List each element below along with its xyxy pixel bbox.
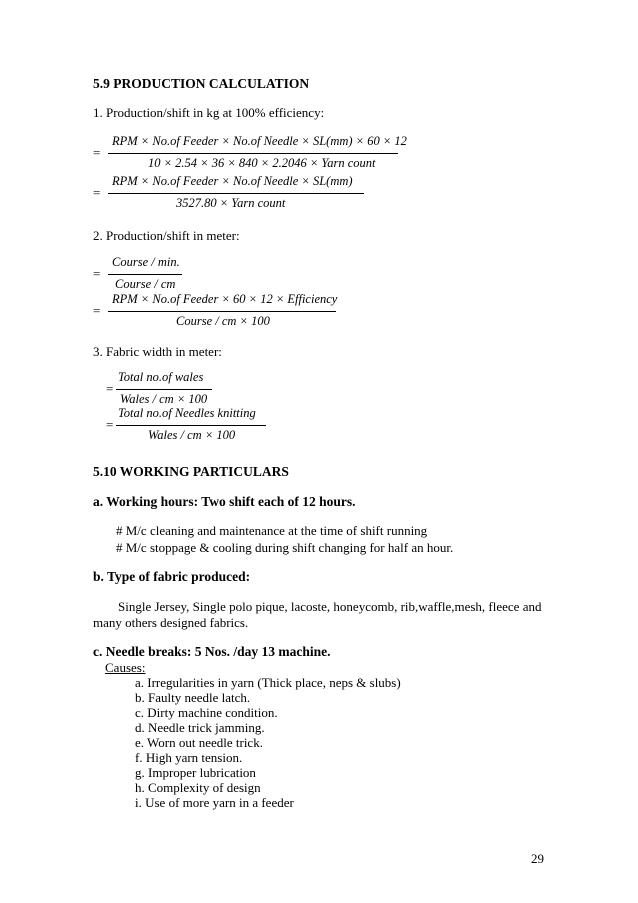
cause-item: c. Dirty machine condition. [135,705,278,720]
equals-sign: = [93,303,101,318]
cause-item: h. Complexity of design [135,780,261,795]
item1-eq1-denominator: 10 × 2.54 × 36 × 840 × 2.2046 × Yarn count [148,156,376,170]
equals-sign: = [93,145,101,160]
equals-sign: = [93,185,101,200]
item2-eq1-denominator: Course / cm [115,277,176,291]
equals-sign: = [106,381,114,396]
section-title-working: 5.10 WORKING PARTICULARS [93,464,289,479]
item2-eq2-denominator: Course / cm × 100 [176,314,270,328]
item1-eq2-numerator: RPM × No.of Feeder × No.of Needle × SL(mm) [112,174,353,188]
fraction-bar [116,425,266,426]
cause-item: g. Improper lubrication [135,765,256,780]
item1-eq2-denominator: 3527.80 × Yarn count [176,196,286,210]
working-hours-note: # M/c stoppage & cooling during shift changing for half an hour. [116,540,454,555]
fraction-bar [108,153,398,154]
working-hours-heading: a. Working hours: Two shift each of 12 hours. [93,494,356,509]
page-number: 29 [531,851,544,866]
cause-item: i. Use of more yarn in a feeder [135,795,294,810]
fabric-type-text: many others designed fabrics. [93,615,249,630]
item1-eq1-numerator: RPM × No.of Feeder × No.of Needle × SL(mm) × 60 × 12 [112,134,407,148]
working-hours-note: # M/c cleaning and maintenance at the time of shift running [116,523,428,538]
item2-label: 2. Production/shift in meter: [93,228,240,243]
item3-eq1-numerator: Total no.of wales [118,370,204,384]
cause-item: b. Faulty needle latch. [135,690,251,705]
item3-eq2-denominator: Wales / cm × 100 [148,428,236,442]
equals-sign: = [93,266,101,281]
item2-eq1-numerator: Course / min. [112,255,180,269]
causes-label: Causes: [105,660,146,675]
cause-item: f. High yarn tension. [135,750,243,765]
item3-label: 3. Fabric width in meter: [93,344,222,359]
item2-eq2-numerator: RPM × No.of Feeder × 60 × 12 × Efficiency [112,292,338,306]
item1-label: 1. Production/shift in kg at 100% efficiency: [93,105,325,120]
fabric-type-heading: b. Type of fabric produced: [93,569,251,584]
fraction-bar [108,311,336,312]
section-title-production: 5.9 PRODUCTION CALCULATION [93,76,310,91]
fraction-bar [108,274,182,275]
cause-item: e. Worn out needle trick. [135,735,263,750]
fraction-bar [116,389,212,390]
fabric-type-text: Single Jersey, Single polo pique, lacoste, honeycomb, rib,waffle,mesh, fleece and [118,599,542,614]
equals-sign: = [106,417,114,432]
needle-breaks-heading: c. Needle breaks: 5 Nos. /day 13 machine. [93,644,331,659]
cause-item: a. Irregularities in yarn (Thick place, neps & slubs) [135,675,401,690]
fraction-bar [108,193,364,194]
item3-eq1-denominator: Wales / cm × 100 [120,392,208,406]
cause-item: d. Needle trick jamming. [135,720,265,735]
item3-eq2-numerator: Total no.of Needles knitting [118,406,256,420]
